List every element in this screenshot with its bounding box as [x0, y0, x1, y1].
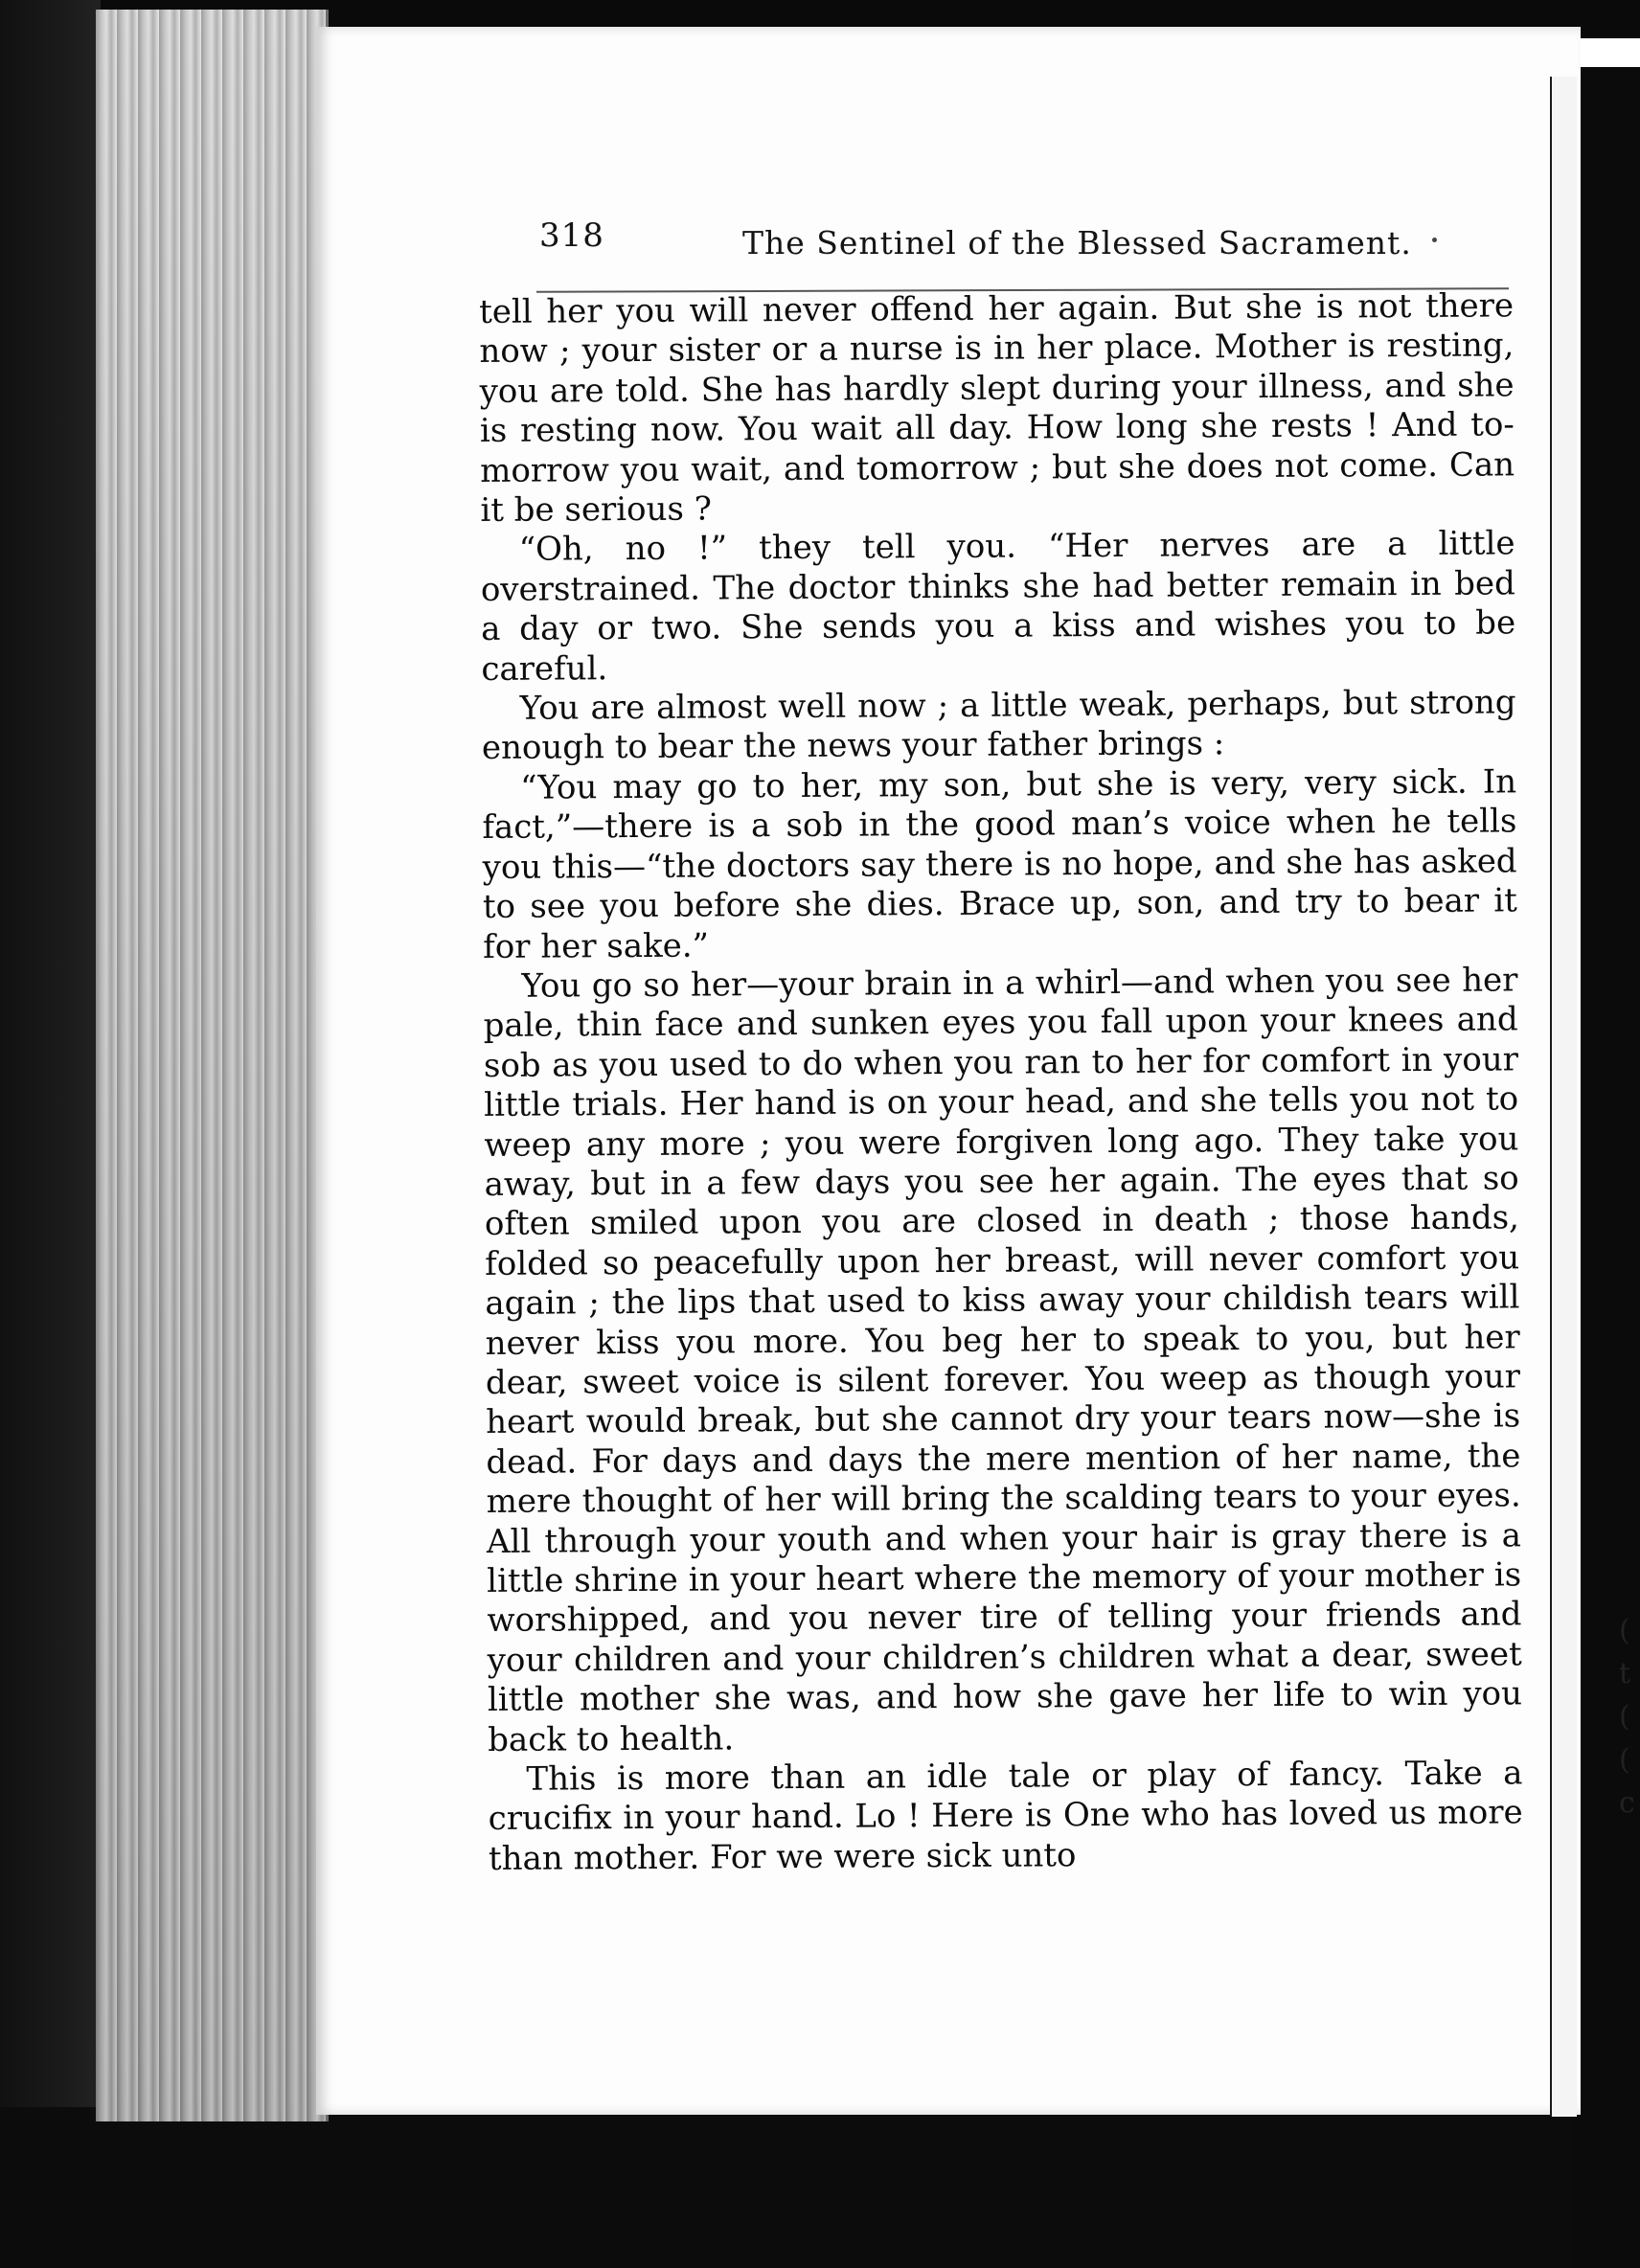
scanner-background-bottom — [0, 2107, 1640, 2268]
running-header — [539, 216, 1497, 274]
facing-page-char: t — [1619, 1657, 1631, 1690]
paragraph: tell her you will never offend her again. But she is not there now ; your sister or a nurse is in her place. Mother is resting, you are told. She has hardly slept during your illness, and she is resting now. You wait all day. How long she rests ! And to-morrow you wait, and tomorrow ; but she does not come. Can it be serious ? — [479, 286, 1515, 531]
facing-page-char: ( — [1619, 1743, 1630, 1777]
paragraph: “Oh, no !” they tell you. “Her nerves are a little overstrained. The doctor thinks she had better remain in bed a day or two. She sends you a kiss and wishes you to be careful. — [480, 524, 1516, 689]
paragraph: You go so her—your brain in a whirl—and when you see her pale, thin face and sunken eyes you fall upon your knees and sob as you used to do when you ran to her for comfort in your little trials. Her hand is on your head, and she tells you not to weep any more ; you were forgiven long ago. They take you away, but in a few days you see her again. The eyes that so often smiled upon you are closed in death ; those hands, folded so peacefully upon her breast, will never comfort you again ; the lips that used to kiss away your childish tears will never kiss you more. You beg her to speak to you, but her dear, sweet voice is silent forever. You weep as though your heart would break, but she cannot dry your tears now—she is dead. For days and days the mere mention of her name, the mere thought of her will bring the scalding tears to your eyes. All through your youth and when your hair is gray there is a little shrine in your heart where the memory of your mother is worshipped, and you never tire of telling your friends and your children and your children’s children what a dear, sweet little mother she was, and how she gave her life to win you back to health. — [483, 961, 1523, 1759]
paragraph: You are almost well now ; a little weak, perhaps, but strong enough to bear the news your father brings : — [481, 683, 1516, 768]
facing-page-fragment — [1619, 1609, 1640, 1916]
facing-page-char: ( — [1619, 1614, 1630, 1647]
running-title: The Sentinel of the Blessed Sacrament. — [742, 224, 1412, 261]
scanner-background-right — [1571, 67, 1640, 2268]
page-gutter-edge — [1550, 77, 1577, 2117]
book-page-edges — [96, 10, 329, 2121]
print-speck — [1432, 238, 1437, 242]
paragraph: “You may go to her, my son, but she is very, very sick. In fact,”—there is a sob in the good man’s voice when he tells you this—“the doctors say there is no hope, and she has asked to see you before she dies. Brace up, son, and try to bear it for her sake.” — [482, 762, 1518, 966]
body-text — [479, 286, 1523, 1879]
facing-page-char: c — [1619, 1786, 1635, 1820]
facing-page-char: ( — [1619, 1700, 1630, 1734]
page-number: 318 — [539, 216, 604, 255]
scanner-background-left — [0, 0, 101, 2268]
paragraph: This is more than an idle tale or play of fancy. Take a crucifix in your hand. Lo ! Here is One who has loved us more than mother. For we were sick unto — [488, 1754, 1523, 1878]
